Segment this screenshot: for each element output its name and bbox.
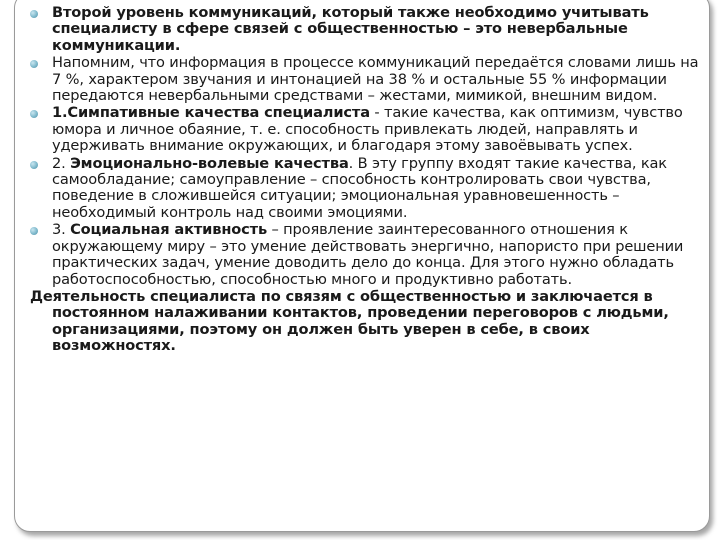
- bullet-icon: [30, 10, 38, 18]
- bullet-5-text: – проявление заинтересованного отношения к окружающему миру – это умение действовать энергично, напористо при решении практических задач, умение доводить дело до конца. Для этого нужно обладать работоспособностью, способностью много и продуктивно работать.: [52, 221, 684, 288]
- bullet-item-4: [30, 156, 702, 222]
- bullet-item-1: [30, 5, 702, 54]
- bullet-1-bold: Второй уровень коммуникаций, который также необходимо учитывать специалисту в сфере связей с общественностью – это невербальные коммуникации.: [52, 4, 649, 54]
- bullet-5-bold: Социальная активность: [70, 221, 268, 239]
- bullet-4-prefix: 2.: [52, 154, 71, 172]
- bullet-item-2: [30, 55, 702, 104]
- closing-paragraph: [30, 289, 702, 355]
- bullet-4-text: . В эту группу входят такие качества, как самообладание; самоуправление – способность контролировать свои чувства, поведение в сложившейся ситуации; эмоциональная уравновешенность – необходимый контроль над своими эмоциями.: [52, 154, 667, 221]
- bullet-icon: [30, 161, 38, 169]
- slide-content: [30, 5, 702, 355]
- closing-text: Деятельность специалиста по связям с общественностью и заключается в постоянном налаживании контактов, проведении переговоров с людьми, организациями, поэтому он должен быть уверен в себе, в своих возможностях.: [30, 287, 669, 355]
- bullet-4-bold: Эмоционально-волевые качества: [70, 154, 349, 172]
- bullet-item-5: [30, 222, 702, 288]
- bullet-3-bold: 1.Симпативные качества специалиста: [52, 104, 370, 122]
- bullet-icon: [30, 60, 38, 68]
- bullet-5-prefix: 3.: [52, 221, 71, 239]
- bullet-icon: [30, 227, 38, 235]
- bullet-icon: [30, 110, 38, 118]
- bullet-3-text: - такие качества, как оптимизм, чувство юмора и личное обаяние, т. е. способность привлекать людей, направлять и удерживать внимание окружающих, и благодаря этому завоёвывать успех.: [52, 104, 683, 155]
- bullet-2-text: Напомним, что информация в процессе коммуникаций передаётся словами лишь на 7 %, характером звучания и интонацией на 38 % и остальные 55 % информации передаются невербальными средствами – жестами, мимикой, внешним видом.: [52, 54, 699, 105]
- bullet-item-3: [30, 105, 702, 154]
